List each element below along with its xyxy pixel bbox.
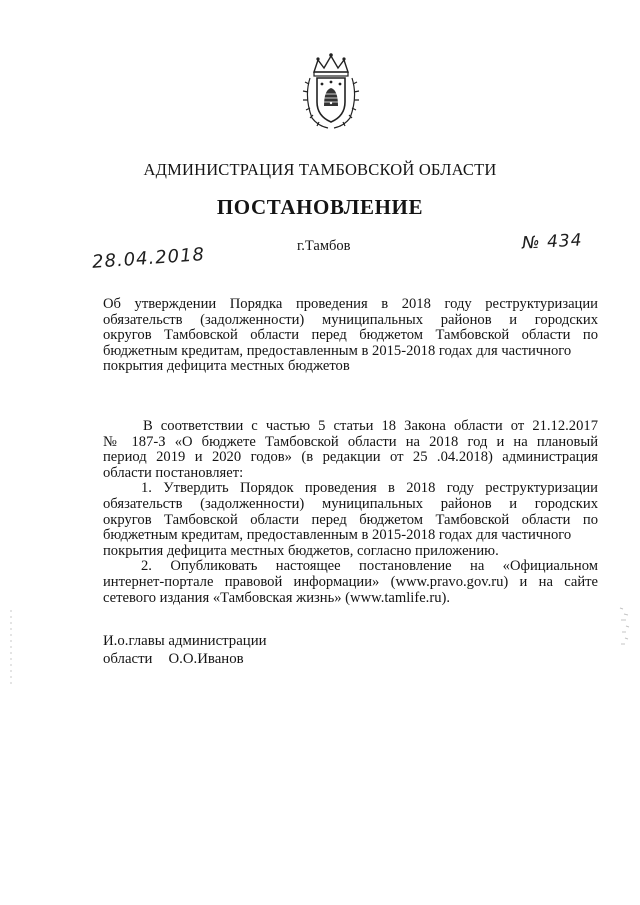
body-line: обязательств (задолженности) муниципальных районов и городских — [103, 495, 598, 512]
body-line: сетевого издания «Тамбовская жизнь» (www.tamlife.ru). — [103, 589, 450, 606]
subject-line: округов Тамбовской области перед бюджетом Тамбовской области по — [103, 327, 598, 344]
signatory-name: О.О.Иванов — [168, 651, 244, 667]
body-line: 2. Опубликовать настоящее постановление на «Официальном — [141, 558, 598, 575]
scan-edge-mark-right — [616, 604, 636, 648]
body-line: покрытия дефицита местных бюджетов, согласно приложению. — [103, 542, 499, 559]
subject-line: Об утверждении Порядка проведения в 2018 году реструктуризации — [103, 296, 598, 312]
subject-line: покрытия дефицита местных бюджетов — [103, 358, 350, 375]
handwritten-date: 28.04.2018 — [91, 244, 206, 273]
subject-line: обязательств (задолженности) муниципальных районов и городских — [103, 311, 598, 328]
subject-block — [103, 297, 598, 375]
scan-edge-mark-left — [6, 608, 16, 688]
signatory-region: области — [103, 651, 153, 667]
coat-of-arms-icon — [300, 52, 362, 132]
signatory-title: И.о.главы администрации — [103, 633, 267, 649]
subject-line: бюджетным кредитам, предоставленным в 2015-2018 годах для частичного — [103, 342, 572, 359]
body-line: 1. Утвердить Порядок проведения в 2018 году реструктуризации — [141, 480, 598, 497]
city-label: г.Тамбов — [297, 238, 351, 254]
body-line: интернет-портале правовой информации» (www.pravo.gov.ru) и на сайте — [103, 573, 598, 590]
document-type: ПОСТАНОВЛЕНИЕ — [216, 195, 424, 219]
organization-title: АДМИНИСТРАЦИЯ ТАМБОВСКОЙ ОБЛАСТИ — [143, 160, 497, 179]
signature-block — [103, 632, 267, 668]
body-line: № 187-З «О бюджете Тамбовской области на 2018 год и на плановый — [103, 433, 598, 450]
body-line: В соответствии с частью 5 статьи 18 Закона области от 21.12.2017 — [143, 418, 598, 434]
body-line: округов Тамбовской области перед бюджетом Тамбовской области по — [103, 511, 598, 528]
body-line: области постановляет: — [103, 464, 244, 481]
body-text — [103, 419, 598, 606]
handwritten-number: № 434 — [521, 230, 584, 254]
body-line: период 2019 и 2020 годов» (в редакции от 25 .04.2018) администрация — [103, 449, 598, 466]
body-line: бюджетным кредитам, предоставленным в 2015-2018 годах для частичного — [103, 527, 572, 544]
